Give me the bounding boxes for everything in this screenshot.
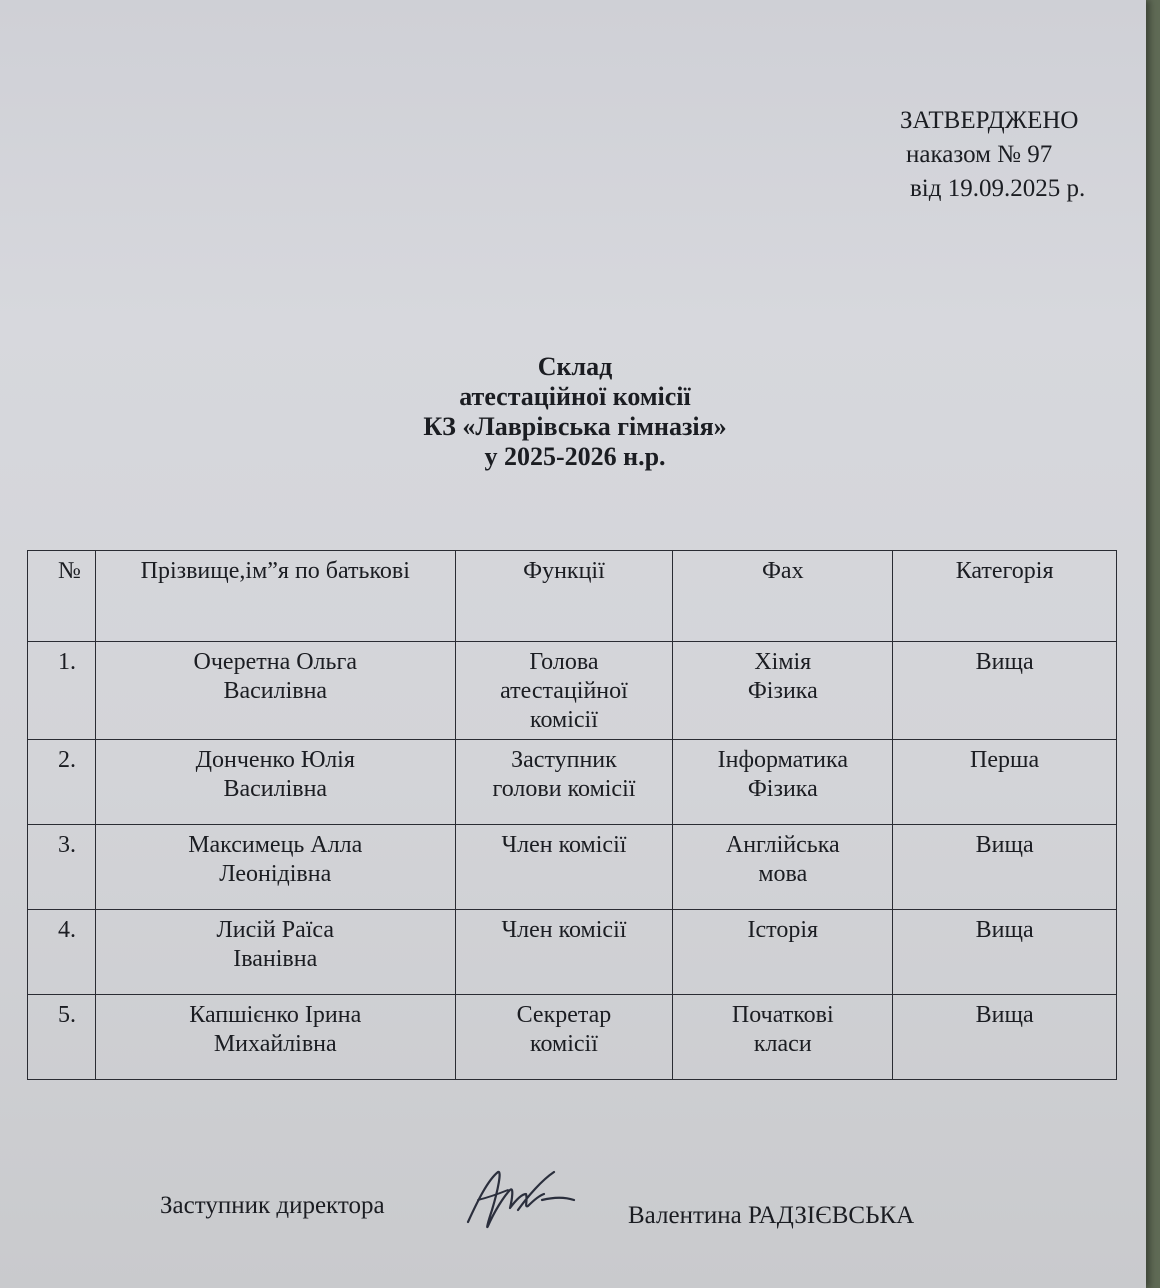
header-number: №	[28, 551, 96, 642]
name-line: Максимець Алла	[188, 832, 363, 858]
subject-line: Хімія	[754, 649, 812, 675]
member-name	[95, 825, 455, 910]
name-line: Василівна	[223, 678, 328, 704]
role-line: Заступник	[511, 747, 617, 773]
member-subject	[673, 995, 893, 1080]
member-subject	[673, 910, 893, 995]
role-line: комісії	[530, 707, 598, 733]
member-category: Вища	[893, 825, 1117, 910]
name-line: Очеретна Ольга	[193, 649, 357, 675]
member-name	[95, 642, 455, 740]
row-number: 2.	[28, 740, 96, 825]
title-line-3: КЗ «Лаврівська гімназія»	[423, 412, 727, 441]
name-line: Михайлівна	[213, 1031, 337, 1057]
table-row	[28, 910, 1117, 995]
title-line-1: Склад	[537, 352, 613, 381]
header-name: Прізвище,ім”я по батькові	[95, 551, 455, 642]
role-line: Член комісії	[501, 917, 627, 943]
member-category: Перша	[893, 740, 1117, 825]
subject-line: Фізика	[747, 678, 818, 704]
subject-line: Початкові	[731, 1002, 834, 1028]
role-line: атестаційної	[500, 678, 628, 704]
member-subject	[673, 642, 893, 740]
member-category: Вища	[893, 995, 1117, 1080]
subject-line: Інформатика	[717, 747, 848, 773]
approval-heading: ЗАТВЕРДЖЕНО	[900, 107, 1079, 134]
member-name	[95, 740, 455, 825]
row-number: 3.	[28, 825, 96, 910]
subject-line: класи	[753, 1031, 812, 1057]
table-header-row	[28, 551, 1117, 642]
member-role	[455, 740, 673, 825]
name-line: Капшієнко Ірина	[189, 1002, 362, 1028]
member-subject	[673, 740, 893, 825]
name-line: Лисій Раїса	[216, 917, 335, 943]
table-row	[28, 740, 1117, 825]
document-title	[330, 352, 820, 472]
name-line: Донченко Юлія	[195, 747, 355, 773]
approval-date: від 19.09.2025 р.	[910, 175, 1086, 202]
member-role	[455, 642, 673, 740]
member-role	[455, 995, 673, 1080]
member-role	[455, 910, 673, 995]
subject-line: Англійська	[725, 832, 840, 858]
member-role	[455, 825, 673, 910]
header-specialty: Фах	[673, 551, 893, 642]
approval-stamp-text	[900, 104, 1085, 206]
signer-name: Валентина РАДЗІЄВСЬКА	[628, 1202, 915, 1229]
role-line: голови комісії	[492, 776, 636, 802]
row-number: 1.	[28, 642, 96, 740]
member-category: Вища	[893, 910, 1117, 995]
row-number: 5.	[28, 995, 96, 1080]
name-line: Іванівна	[233, 946, 318, 972]
header-functions: Функції	[455, 551, 673, 642]
subject-line: Історія	[747, 917, 819, 943]
title-line-4: у 2025-2026 н.р.	[484, 442, 666, 471]
role-line: Голова	[529, 649, 599, 675]
signer-position: Заступник директора	[160, 1192, 385, 1219]
table-row	[28, 825, 1117, 910]
role-line: комісії	[530, 1031, 598, 1057]
subject-line: мова	[758, 861, 808, 887]
member-name	[95, 910, 455, 995]
role-line: Член комісії	[501, 832, 627, 858]
row-number: 4.	[28, 910, 96, 995]
role-line: Секретар	[516, 1002, 612, 1028]
header-category: Категорія	[893, 551, 1117, 642]
title-line-2: атестаційної комісії	[459, 382, 691, 411]
handwritten-signature-icon	[458, 1160, 578, 1240]
name-line: Леонідівна	[219, 861, 332, 887]
member-name	[95, 995, 455, 1080]
name-line: Василівна	[223, 776, 328, 802]
member-subject	[673, 825, 893, 910]
commission-table	[27, 550, 1117, 1080]
subject-line: Фізика	[747, 776, 818, 802]
table-row	[28, 642, 1117, 740]
signature-block	[160, 1180, 980, 1240]
member-category: Вища	[893, 642, 1117, 740]
approval-order: наказом № 97	[906, 141, 1053, 168]
table-row	[28, 995, 1117, 1080]
